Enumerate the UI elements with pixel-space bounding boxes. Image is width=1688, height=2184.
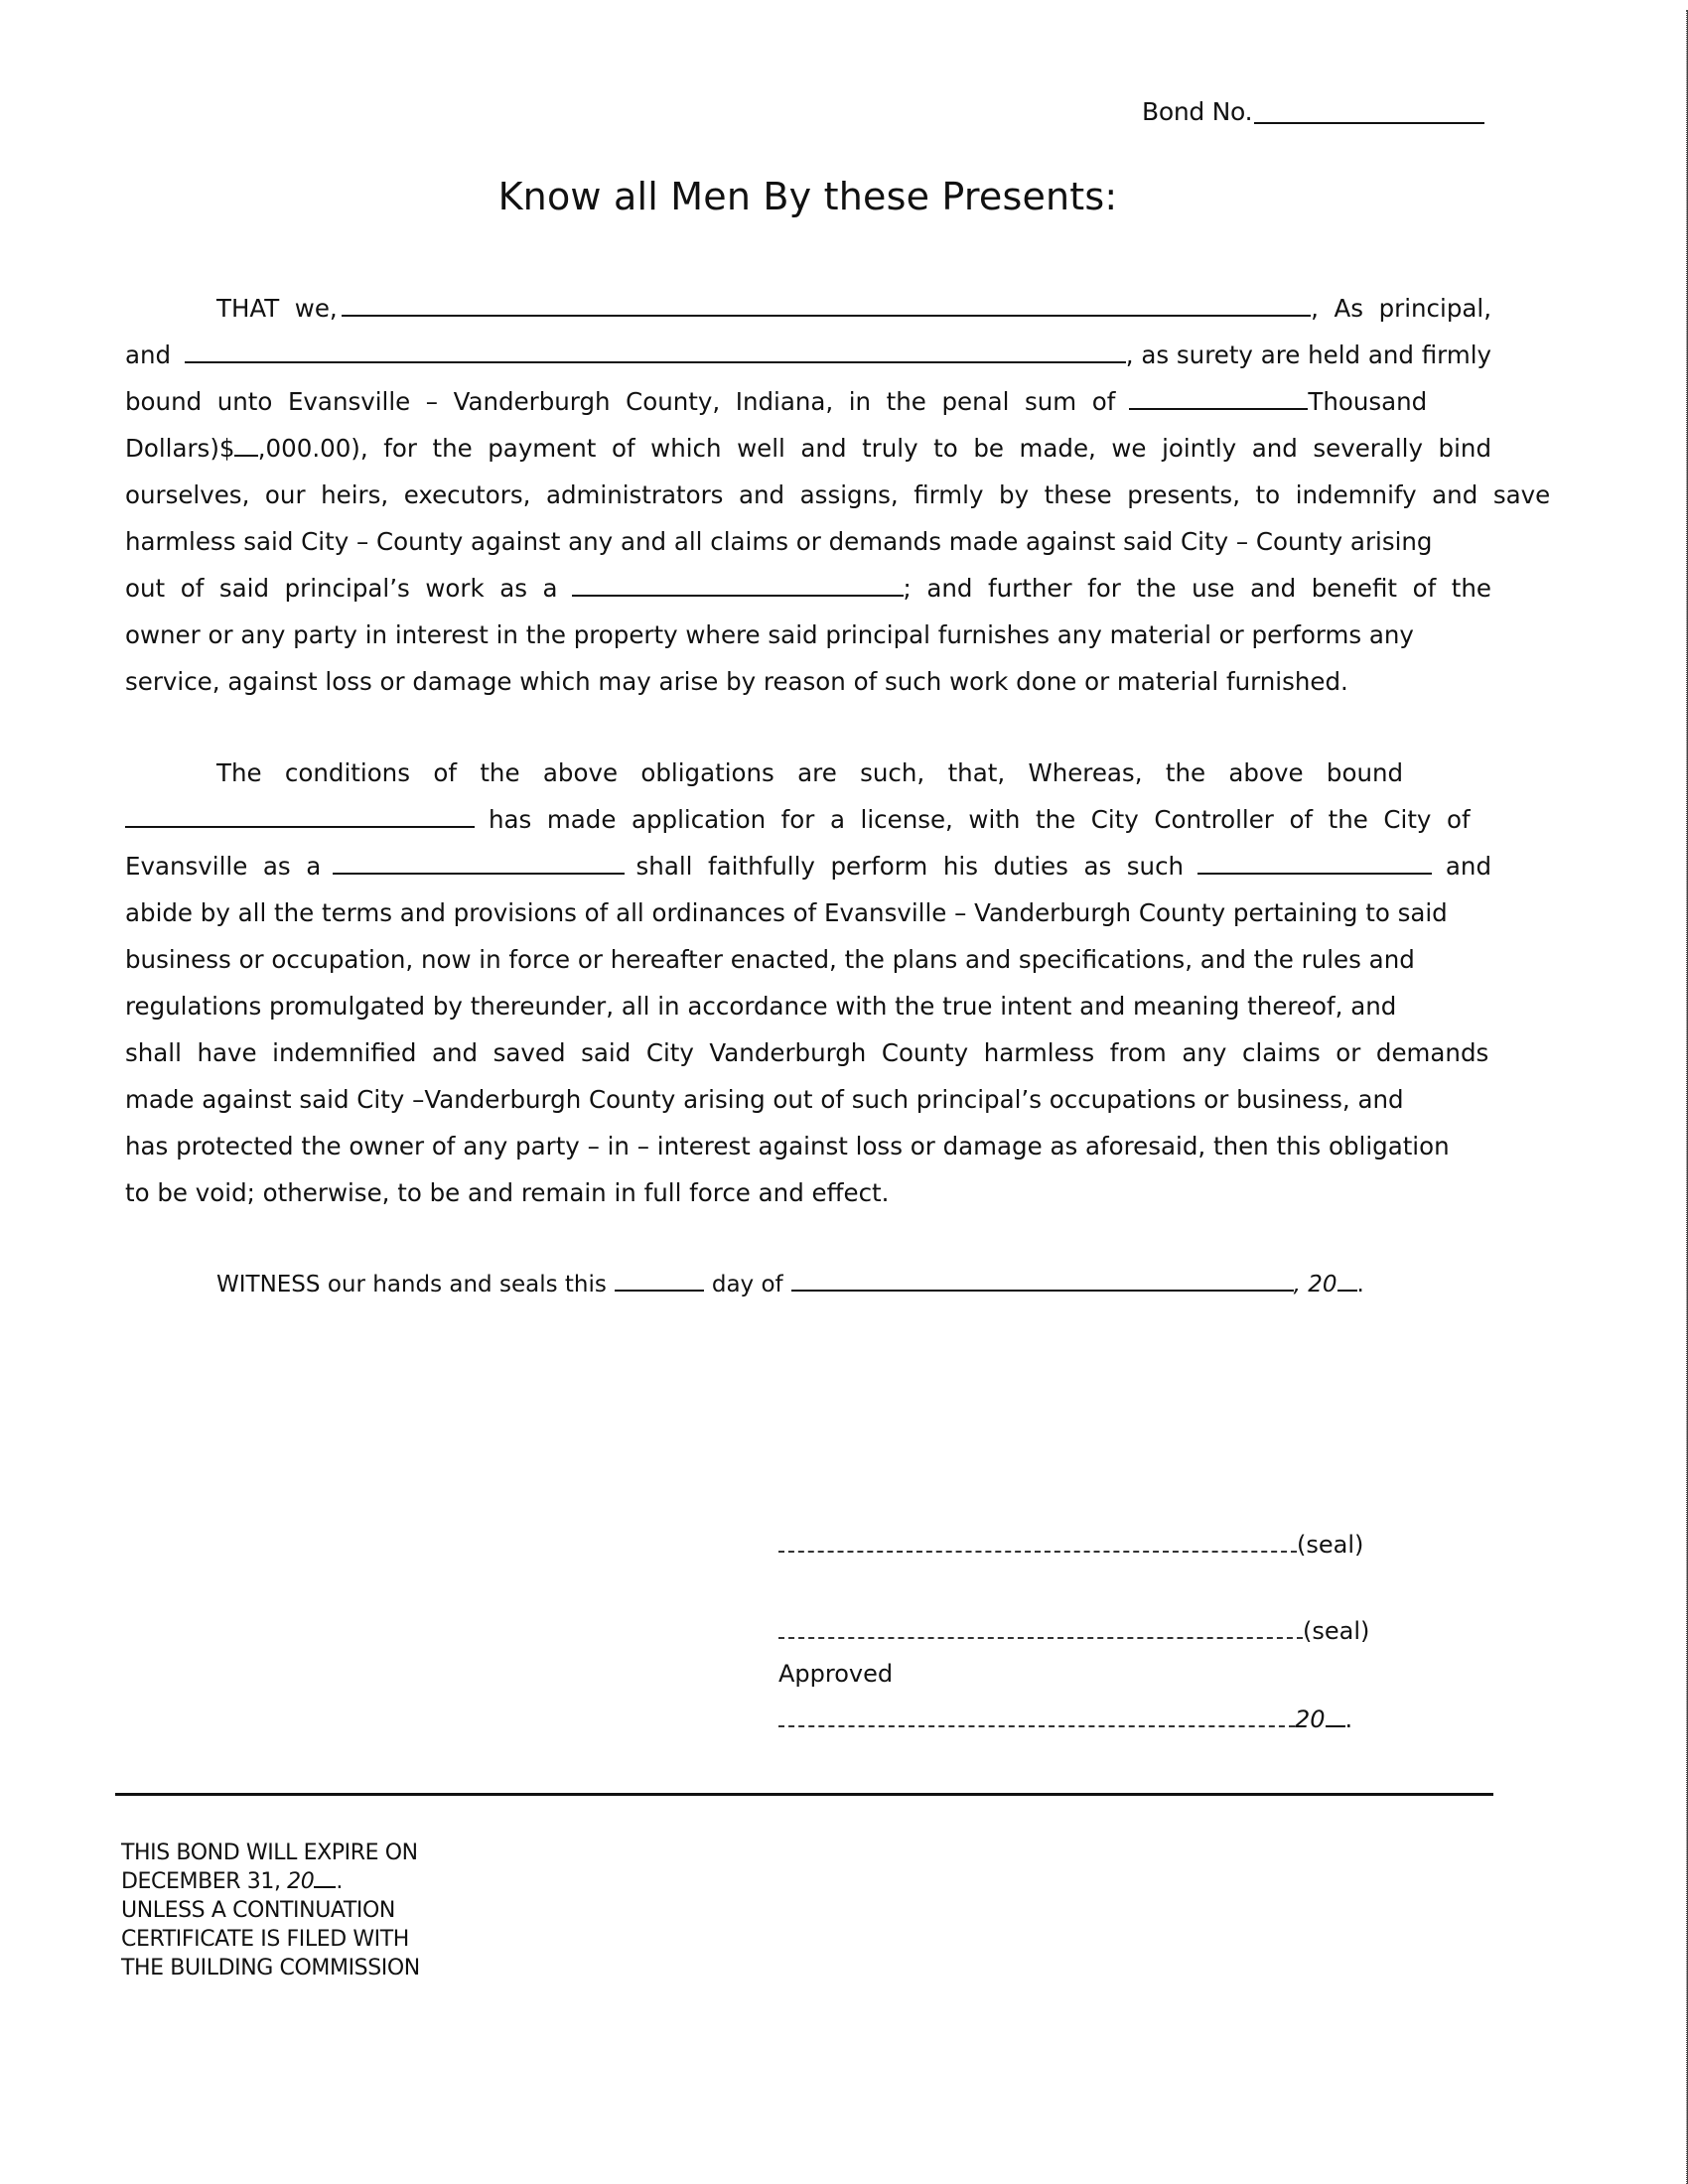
signature-line-1 — [778, 1531, 1363, 1559]
seal-1-label: (seal) — [1297, 1531, 1364, 1559]
expire-line-1: THIS BOND WILL EXPIRE ON — [121, 1841, 418, 1865]
expire-year-blank[interactable] — [314, 1868, 336, 1888]
p2-line9-text: has protected the owner of any party – in – interest against loss or damage as aforesaid, then this obligation — [125, 1132, 1450, 1160]
p2-line-2 — [125, 803, 1491, 837]
p2-line1-text: The conditions of the above obligations are such, that, Whereas, the above bound — [216, 758, 1404, 787]
approved-dashes[interactable] — [778, 1711, 1295, 1727]
p2-line-4 — [125, 896, 1491, 930]
p1-line-9 — [125, 665, 1491, 699]
p2-line-6 — [125, 990, 1491, 1024]
seal-2-label: (seal) — [1303, 1617, 1370, 1645]
signature-2-dashes[interactable] — [778, 1623, 1303, 1639]
witness-year-blank[interactable] — [1337, 1268, 1357, 1292]
p1-line-6 — [125, 525, 1491, 559]
p1-line3-lead: bound unto Evansville – Vanderburgh County, Indiana, in the penal sum of — [125, 387, 1116, 416]
approved-line — [778, 1706, 1352, 1733]
witness-line — [216, 1268, 1408, 1301]
p2-line3-mid: shall faithfully perform his duties as such — [635, 852, 1185, 881]
page-title: Know all Men By these Presents: — [497, 175, 1118, 218]
witness-year-prefix: , 20 — [1293, 1272, 1337, 1297]
signature-line-2 — [778, 1617, 1369, 1645]
principal-name-blank[interactable] — [342, 293, 1311, 317]
p1-line5-text: ourselves, our heirs, executors, administrators and assigns, firmly by these presents, to indemnify and save — [125, 480, 1551, 509]
dollar-amount-blank[interactable] — [234, 433, 257, 457]
expire-date-prefix: DECEMBER 31, — [121, 1869, 288, 1894]
p2-line-9 — [125, 1130, 1491, 1163]
p2-line3-lead: Evansville as a — [125, 852, 322, 881]
bond-number-label: Bond No. — [1142, 97, 1253, 126]
p1-line1-trail: , As principal, — [1311, 294, 1491, 323]
p1-line3-trail: Thousand — [1308, 387, 1428, 416]
penal-sum-blank[interactable] — [1129, 386, 1308, 410]
p2-line-1 — [125, 756, 1491, 790]
witness-day-of: day of — [711, 1272, 783, 1297]
p1-line4-mid: ,000.00), for the payment of which well and truly to be made, we jointly and severally bind — [257, 434, 1491, 463]
expire-line-4: CERTIFICATE IS FILED WITH — [121, 1927, 409, 1952]
p1-line1-lead: THAT we, — [216, 294, 338, 323]
p1-line-2 — [125, 339, 1491, 372]
approved-label: Approved — [778, 1660, 894, 1688]
p1-line7-trail: ; and further for the use and benefit of the — [903, 574, 1491, 603]
p2-line4-text: abide by all the terms and provisions of all ordinances of Evansville – Vanderburgh County pertaining to said — [125, 898, 1448, 927]
p2-line-10 — [125, 1176, 1491, 1210]
p1-line-7 — [125, 572, 1491, 606]
p1-line-4 — [125, 432, 1491, 466]
p1-line7-lead: out of said principal’s work as a — [125, 574, 558, 603]
p2-line-5 — [125, 943, 1491, 977]
duties-as-blank[interactable] — [1197, 851, 1432, 875]
approved-year-prefix: 20 — [1295, 1706, 1326, 1733]
bound-party-blank[interactable] — [125, 804, 475, 828]
p2-line6-text: regulations promulgated by thereunder, all in accordance with the true intent and meaning thereof, and — [125, 992, 1397, 1021]
expiration-notice — [121, 1839, 420, 1982]
work-type-blank[interactable] — [572, 573, 904, 597]
signature-1-dashes[interactable] — [778, 1537, 1297, 1553]
approved-end: . — [1344, 1706, 1353, 1733]
p2-line3-trail: and — [1445, 852, 1491, 881]
p1-line2-lead: and — [125, 341, 172, 369]
p2-line10-text: to be void; otherwise, to be and remain in full force and effect. — [125, 1178, 890, 1207]
p1-line8-text: owner or any party in interest in the property where said principal furnishes any material or performs any — [125, 620, 1414, 649]
footer-divider — [115, 1793, 1493, 1796]
witness-lead: WITNESS our hands and seals this — [216, 1272, 607, 1297]
expire-end: . — [336, 1869, 343, 1894]
bond-number-blank[interactable] — [1254, 100, 1484, 124]
witness-month-blank[interactable] — [791, 1268, 1294, 1292]
license-type-blank[interactable] — [333, 851, 624, 875]
p1-line9-text: service, against loss or damage which may arise by reason of such work done or material furnished. — [125, 667, 1348, 696]
p1-line-5 — [125, 478, 1551, 512]
expire-line-5: THE BUILDING COMMISSION — [121, 1956, 420, 1980]
p2-line7-text: shall have indemnified and saved said City Vanderburgh County harmless from any claims or demands — [125, 1038, 1489, 1067]
p1-line2-trail: , as surety are held and firmly — [1125, 341, 1491, 369]
p2-line-8 — [125, 1083, 1491, 1117]
p2-line5-text: business or occupation, now in force or hereafter enacted, the plans and specifications, and the rules and — [125, 945, 1415, 974]
p1-line-1 — [125, 292, 1491, 326]
p2-line8-text: made against said City –Vanderburgh County arising out of such principal’s occupations or business, and — [125, 1085, 1404, 1114]
p2-line-3 — [125, 850, 1491, 884]
witness-end: . — [1356, 1272, 1364, 1297]
approved-year-blank[interactable] — [1326, 1707, 1345, 1727]
witness-day-blank[interactable] — [615, 1268, 704, 1292]
p2-line2-trail: has made application for a license, with the City Controller of the City of — [489, 805, 1471, 834]
expire-year-prefix: 20 — [287, 1869, 315, 1894]
expire-line-2 — [121, 1867, 420, 1896]
p1-line-3 — [125, 385, 1491, 419]
surety-name-blank[interactable] — [185, 340, 1126, 363]
expire-line-3: UNLESS A CONTINUATION — [121, 1898, 395, 1923]
p1-line4-lead: Dollars)$ — [125, 434, 235, 463]
bond-number-field — [1142, 97, 1484, 126]
p2-line-7 — [125, 1036, 1491, 1070]
p1-line6-text: harmless said City – County against any and all claims or demands made against said City – County arising — [125, 527, 1433, 556]
p1-line-8 — [125, 618, 1491, 652]
